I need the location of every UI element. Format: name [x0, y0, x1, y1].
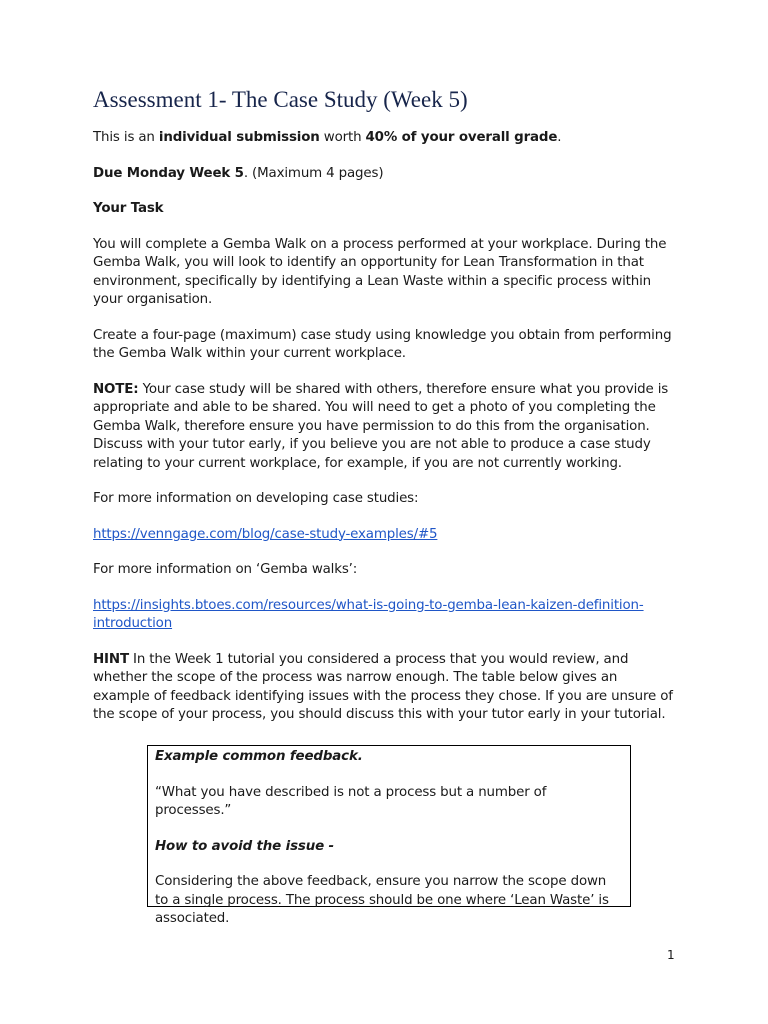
- case-studies-link-paragraph: [93, 526, 673, 545]
- feedback-heading: [155, 748, 623, 767]
- task-heading-text: Your Task: [93, 201, 164, 216]
- feedback-box: [147, 745, 631, 926]
- note-label: NOTE:: [93, 381, 139, 397]
- document-body: [93, 84, 673, 742]
- create-paragraph: Create a four-page (maximum) case study using knowledge you obtain from performing the Gemba Walk within your current workplace.: [93, 327, 672, 361]
- intro-bold-submission: individual submission: [158, 130, 320, 145]
- task-paragraph: You will complete a Gemba Walk on a process performed at your workplace. During the Gemba Walk, you will look to identify an opportunity for Lean Transformation in that environment, specifically by identifying a Lean Waste within a specific process within your organisation.: [93, 236, 667, 307]
- gemba-info: For more information on ‘Gemba walks’:: [93, 562, 358, 577]
- case-studies-link[interactable]: https://venngage.com/blog/case-study-examples/#5: [93, 526, 438, 542]
- gemba-link[interactable]: https://insights.btoes.com/resources/what-is-going-to-gemba-lean-kaizen-definition-introduction: [93, 597, 644, 631]
- hint-label: HINT: [93, 651, 129, 667]
- intro-mid: worth: [319, 130, 366, 145]
- document-title: Assessment 1- The Case Study (Week 5): [93, 87, 468, 112]
- feedback-quote: “What you have described is not a process but a number of processes.”: [155, 784, 547, 818]
- intro-bold-grade: 40% of your overall grade: [365, 130, 558, 145]
- intro-pre: This is an: [93, 130, 159, 145]
- due-paragraph: [93, 165, 673, 184]
- intro-post: .: [557, 130, 562, 145]
- gemba-link-paragraph: [93, 597, 673, 634]
- avoid-heading-text: How to avoid the issue -: [155, 838, 334, 854]
- case-studies-info: For more information on developing case studies:: [93, 491, 419, 506]
- hint-text: In the Week 1 tutorial you considered a process that you would review, and whether the scope of the process was narrow enough. The table below gives an example of feedback identifying issues with the process they chose. If you are unsure of the scope of your process, you should discuss this with your tutor early in your tutorial.: [93, 651, 673, 722]
- due-rest: . (Maximum 4 pages): [243, 165, 384, 181]
- feedback-advice: Considering the above feedback, ensure you narrow the scope down to a single process. The process should be one where ‘Lean Waste’ is associated.: [155, 874, 609, 926]
- intro-paragraph: [93, 129, 673, 148]
- page-number: 1: [667, 948, 675, 962]
- task-heading: [93, 200, 673, 219]
- feedback-heading-text: Example common feedback.: [155, 749, 363, 764]
- avoid-heading: [155, 838, 623, 857]
- note-paragraph: [93, 381, 673, 474]
- hint-paragraph: [93, 651, 673, 725]
- note-text: Your case study will be shared with others, therefore ensure what you provide is appropriate and able to be shared. You will need to get a photo of you completing the Gemba Walk, therefore ensure you have permission to do this from the organisation. Discuss with your tutor early, if you believe you are not able to produce a case study relating to your current workplace, for example, if you are not currently working.: [93, 381, 669, 471]
- due-date: Due Monday Week 5: [93, 165, 244, 181]
